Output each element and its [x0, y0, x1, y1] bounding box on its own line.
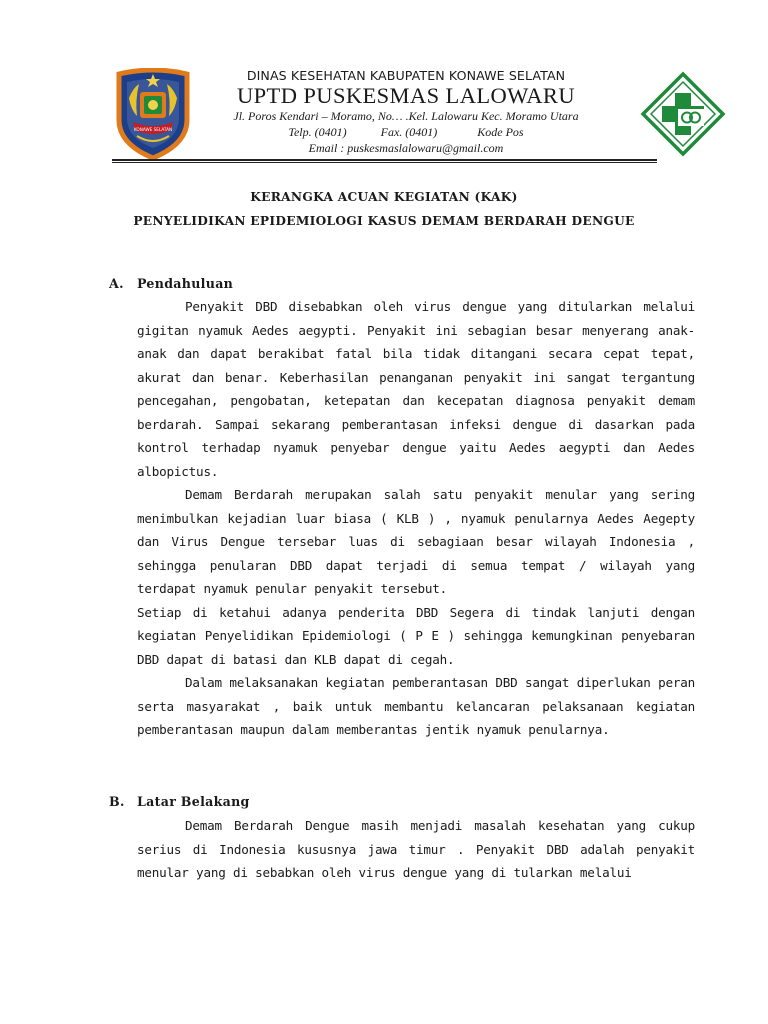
- letterhead-divider-thick: [112, 159, 657, 161]
- section-a-heading: [109, 276, 233, 291]
- letterhead-divider-thin: [112, 162, 657, 163]
- puskesmas-logo: [640, 71, 726, 157]
- section-a-body: [137, 295, 695, 742]
- section-b-heading: [109, 794, 250, 809]
- section-a-paragraph: Penyakit DBD disebabkan oleh virus dengue yang ditularkan melalui gigitan nyamuk Aedes aegypti. Penyakit ini sebagian besar menyerang anak-anak dan dapat berakibat fatal bila tidak ditangani secara cepat tepat, akurat dan benar. Keberhasilan penanganan penyakit ini sangat tergantung pencegahan, pengobatan, ketepatan dan kecepatan diagnosa penyakit demam berdarah. Sampai sekarang pemberantasan infeksi dengue di dasarkan pada kontrol terhadap nyamuk penyebar dengue yaitu Aedes aegypti dan Aedes albopictus.: [137, 299, 695, 479]
- section-a-title: Pendahuluan: [137, 276, 234, 291]
- email-line: Email : puskesmaslalowaru@gmail.com: [308, 141, 504, 155]
- document-subtitle: PENYELIDIKAN EPIDEMIOLOGI KASUS DEMAM BERDARAH DENGUE: [133, 214, 635, 228]
- unit-name: UPTD PUSKESMAS LALOWARU: [237, 83, 575, 108]
- section-b-body: [137, 814, 695, 885]
- letterhead: [196, 67, 616, 156]
- section-b-paragraph: Demam Berdarah Dengue masih menjadi masalah kesehatan yang cukup serius di Indonesia kususnya jawa timur . Penyakit DBD adalah penyakit menular yang di sebabkan oleh virus dengue yang di tularkan melalui: [137, 818, 695, 880]
- section-b-title: Latar Belakang: [137, 794, 250, 809]
- section-a-paragraph: Dalam melaksanakan kegiatan pemberantasan DBD sangat diperlukan peran serta masyarakat , baik untuk membantu kelancaran pelaksanaan kegiatan pemberantasan maupun dalam memberantas jentik nyamuk penularnya.: [137, 675, 695, 737]
- postal-code-text: Kode Pos: [477, 125, 524, 139]
- section-a-label: A.: [109, 276, 124, 291]
- address-line: Jl. Poros Kendari – Moramo, No… .Kel. Lalowaru Kec. Moramo Utara: [233, 109, 579, 123]
- agency-name: DINAS KESEHATAN KABUPATEN KONAWE SELATAN: [246, 68, 566, 83]
- emblem-banner-text: KONAWE SELATAN: [133, 127, 173, 132]
- contact-line: [196, 124, 616, 140]
- fax-text: Fax. (0401): [380, 125, 438, 139]
- document-title: KERANGKA ACUAN KEGIATAN (KAK): [250, 190, 518, 204]
- section-b-label: B.: [109, 794, 125, 809]
- section-a-paragraph: Demam Berdarah merupakan salah satu penyakit menular yang sering menimbulkan kejadian luar biasa ( KLB ) , nyamuk penularnya Aedes Aegepty dan Virus Dengue tersebar luas di sebagiaan besar wilayah Indonesia , sehingga penularan DBD dapat terjadi di semua tempat / wilayah yang terdapat nyamuk penular penyakit tersebut.: [137, 487, 695, 596]
- regency-emblem-logo: [113, 68, 193, 160]
- section-a-paragraph: Setiap di ketahui adanya penderita DBD Segera di tindak lanjuti dengan kegiatan Penyelidikan Epidemiologi ( P E ) sehingga kemungkinan penyebaran DBD dapat di batasi dan KLB dapat di cegah.: [137, 604, 695, 667]
- phone-text: Telp. (0401): [288, 125, 347, 139]
